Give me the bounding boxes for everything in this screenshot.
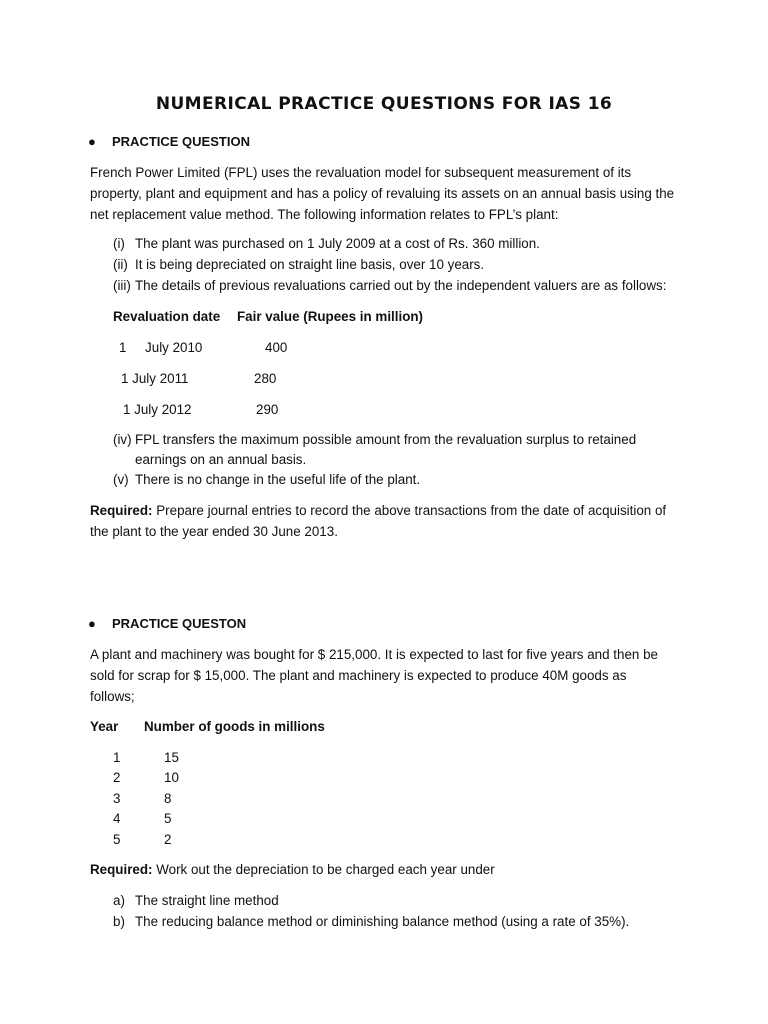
- q2-option-text: The straight line method: [135, 893, 279, 908]
- q1-table-cell-value: 400: [265, 340, 288, 355]
- q1-required-label: Required:: [90, 503, 153, 518]
- q2-table-cell-year: 3: [113, 791, 121, 806]
- q1-required-text: the plant to the year ended 30 June 2013.: [90, 524, 338, 539]
- q2-table-cell-year: 2: [113, 770, 121, 785]
- q2-heading: [88, 613, 247, 634]
- q2-intro-line: sold for scrap for $ 15,000. The plant and machinery is expected to produce 40M goods as: [90, 668, 627, 683]
- q2-intro: [90, 644, 690, 707]
- q2-table-cell-goods: 10: [164, 770, 179, 785]
- q1-heading-text: PRACTICE QUESTION: [112, 134, 250, 149]
- q2-intro-line: follows;: [90, 689, 135, 704]
- q1-intro-line: net replacement value method. The following information relates to FPL’s plant:: [90, 207, 559, 222]
- q2-option-text: The reducing balance method or diminishing balance method (using a rate of 35%).: [135, 914, 630, 929]
- q1-table-header-date: Revaluation date: [113, 309, 221, 324]
- q1-table-cell-value: 290: [256, 402, 279, 417]
- q1-intro: [90, 162, 690, 225]
- q2-table-header-year: Year: [90, 719, 119, 734]
- q1-item-text: It is being depreciated on straight line basis, over 10 years.: [135, 257, 485, 272]
- q2-required-label: Required:: [90, 862, 153, 877]
- q2-table-cell-year: 1: [113, 750, 121, 765]
- q1-item-text: There is no change in the useful life of the plant.: [135, 472, 421, 487]
- q1-item-number: (iv): [113, 432, 132, 447]
- q2-required-text: Work out the depreciation to be charged each year under: [156, 862, 495, 877]
- q2-heading-text: PRACTICE QUESTON: [112, 616, 247, 631]
- q1-table-header-value: Fair value (Rupees in million): [237, 309, 424, 324]
- q2-table-cell-year: 5: [113, 832, 121, 847]
- q1-intro-line: French Power Limited (FPL) uses the revaluation model for subsequent measurement of its: [90, 165, 632, 180]
- page-title: NUMERICAL PRACTICE QUESTIONS FOR IAS 16: [155, 94, 613, 114]
- q1-item-number: (i): [113, 236, 125, 251]
- q1-heading: [88, 131, 250, 152]
- q2-table-cell-goods: 15: [164, 750, 179, 765]
- q1-item-text: The plant was purchased on 1 July 2009 at a cost of Rs. 360 million.: [135, 236, 540, 251]
- q1-required: [90, 500, 690, 542]
- q1-table-cell-value: 280: [254, 371, 277, 386]
- q1-table-cell-date: 1 July 2010: [119, 340, 203, 355]
- q2-required: [90, 859, 690, 880]
- q1-item-number: (iii): [113, 278, 131, 293]
- q2-table-cell-goods: 5: [164, 811, 172, 826]
- q1-required-text: Prepare journal entries to record the above transactions from the date of acquisition of: [156, 503, 667, 518]
- q1-item-text: FPL transfers the maximum possible amount from the revaluation surplus to retained: [135, 432, 637, 447]
- q2-intro-line: A plant and machinery was bought for $ 215,000. It is expected to last for five years and then be: [90, 647, 658, 662]
- q2-table-cell-year: 4: [113, 811, 121, 826]
- q2-option-letter: b): [113, 914, 125, 929]
- bullet-icon: ●: [88, 616, 96, 631]
- q1-item-number: (ii): [113, 257, 128, 272]
- q1-table-cell-date: 1 July 2011: [121, 371, 189, 386]
- q1-item-text: The details of previous revaluations carried out by the independent valuers are as follows:: [135, 278, 667, 293]
- bullet-icon: ●: [88, 134, 96, 149]
- q2-option-letter: a): [113, 893, 125, 908]
- q1-intro-line: property, plant and equipment and has a policy of revaluing its assets on an annual basis using the: [90, 186, 675, 201]
- q2-table-cell-goods: 2: [164, 832, 172, 847]
- q1-item-number: (v): [113, 472, 129, 487]
- q1-item-continuation: earnings on an annual basis.: [135, 452, 307, 467]
- q2-table-header-goods: Number of goods in millions: [144, 719, 325, 734]
- q2-table-cell-goods: 8: [164, 791, 172, 806]
- q1-table-cell-date: 1 July 2012: [123, 402, 192, 417]
